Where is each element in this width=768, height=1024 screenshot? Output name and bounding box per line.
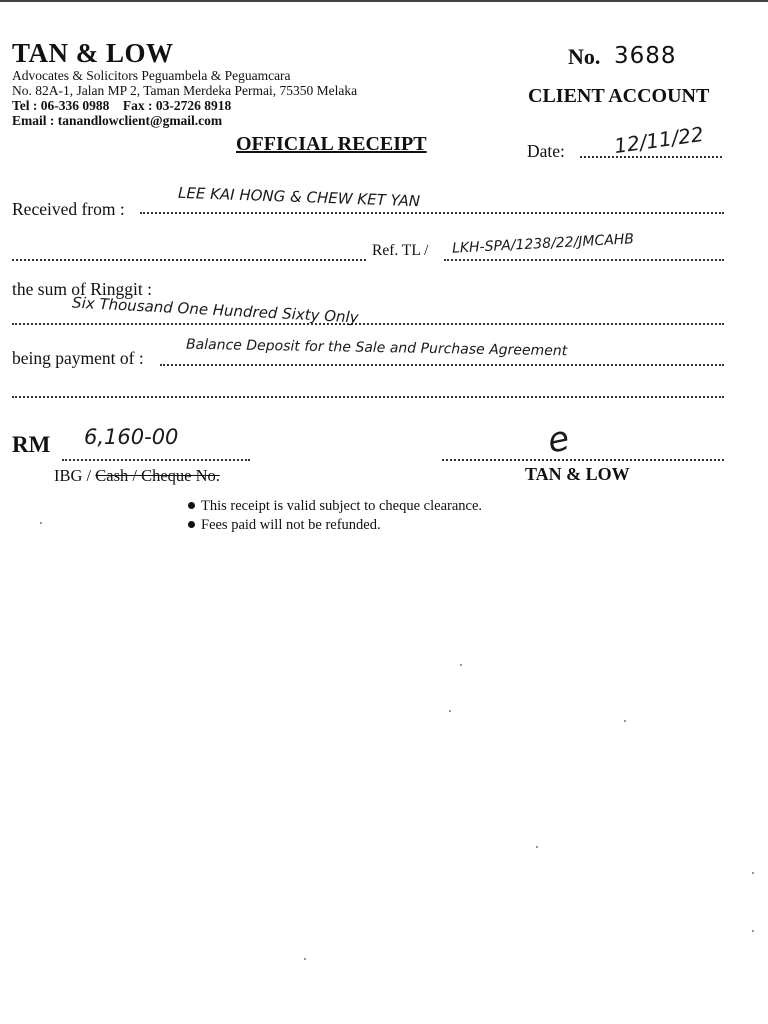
note-cheque-clearance: This receipt is valid subject to cheque clearance. [188,498,482,515]
scan-speck [449,710,451,712]
payment-label: being payment of : [12,348,144,368]
received-from-line [140,212,724,214]
cash-cheque-struck: Cash / Cheque No. [95,466,220,485]
rm-value: 6,160-00 [84,425,179,449]
signature-mark: e [544,418,573,462]
ref-label: Ref. TL / [372,242,429,259]
receipt-title: OFFICIAL RECEIPT [236,133,427,155]
date-line [580,156,722,158]
firm-contact [12,98,231,114]
bullet-icon [188,521,195,528]
payment-method [54,466,220,486]
scan-speck [624,720,626,722]
sum-line [12,323,724,325]
signature-line [442,459,724,461]
date-value: 12/11/22 [612,121,706,159]
firm-email: Email : tanandlowclient@gmail.com [12,113,223,128]
firm-name: TAN & LOW [12,38,174,68]
extra-line [12,396,724,398]
received-from-label: Received from : [12,199,125,219]
date-label: Date: [527,141,565,161]
bullet-icon [188,502,195,509]
rm-line [62,459,250,461]
firm-subtitle: Advocates & Solicitors Peguambela & Peguamcara [12,68,291,83]
firm-address: No. 82A-1, Jalan MP 2, Taman Merdeka Permai, 75350 Melaka [12,83,358,98]
scan-speck [752,872,754,874]
ref-left-line [12,259,366,261]
ref-value: LKH-SPA/1238/22/JMCAHB [451,231,635,257]
sum-label: the sum of Ringgit : [12,279,152,299]
receipt-no-value: 3688 [614,43,677,69]
rm-label: RM [12,432,51,457]
received-from-value: LEE KAI HONG & CHEW KET YAN [177,183,421,211]
payment-value: Balance Deposit for the Sale and Purchase Agreement [185,336,568,360]
scan-speck [460,664,462,666]
account-type: CLIENT ACCOUNT [528,85,710,107]
top-edge-line [0,0,768,2]
scan-speck [536,846,538,848]
sum-value: Six Thousand One Hundred Sixty Only [71,293,360,327]
firm-tel: Tel : 06-336 0988 [12,98,110,113]
payment-line [160,364,724,366]
scan-speck [40,522,42,524]
firm-fax: Fax : 03-2726 8918 [122,98,232,113]
scan-speck [304,958,306,960]
receipt-no-label: No. [568,44,601,69]
ref-line [444,259,724,261]
ibg-label: IBG / [54,466,92,485]
note-no-refund: Fees paid will not be refunded. [188,517,381,534]
signature-label: TAN & LOW [525,464,630,484]
scan-speck [752,930,754,932]
